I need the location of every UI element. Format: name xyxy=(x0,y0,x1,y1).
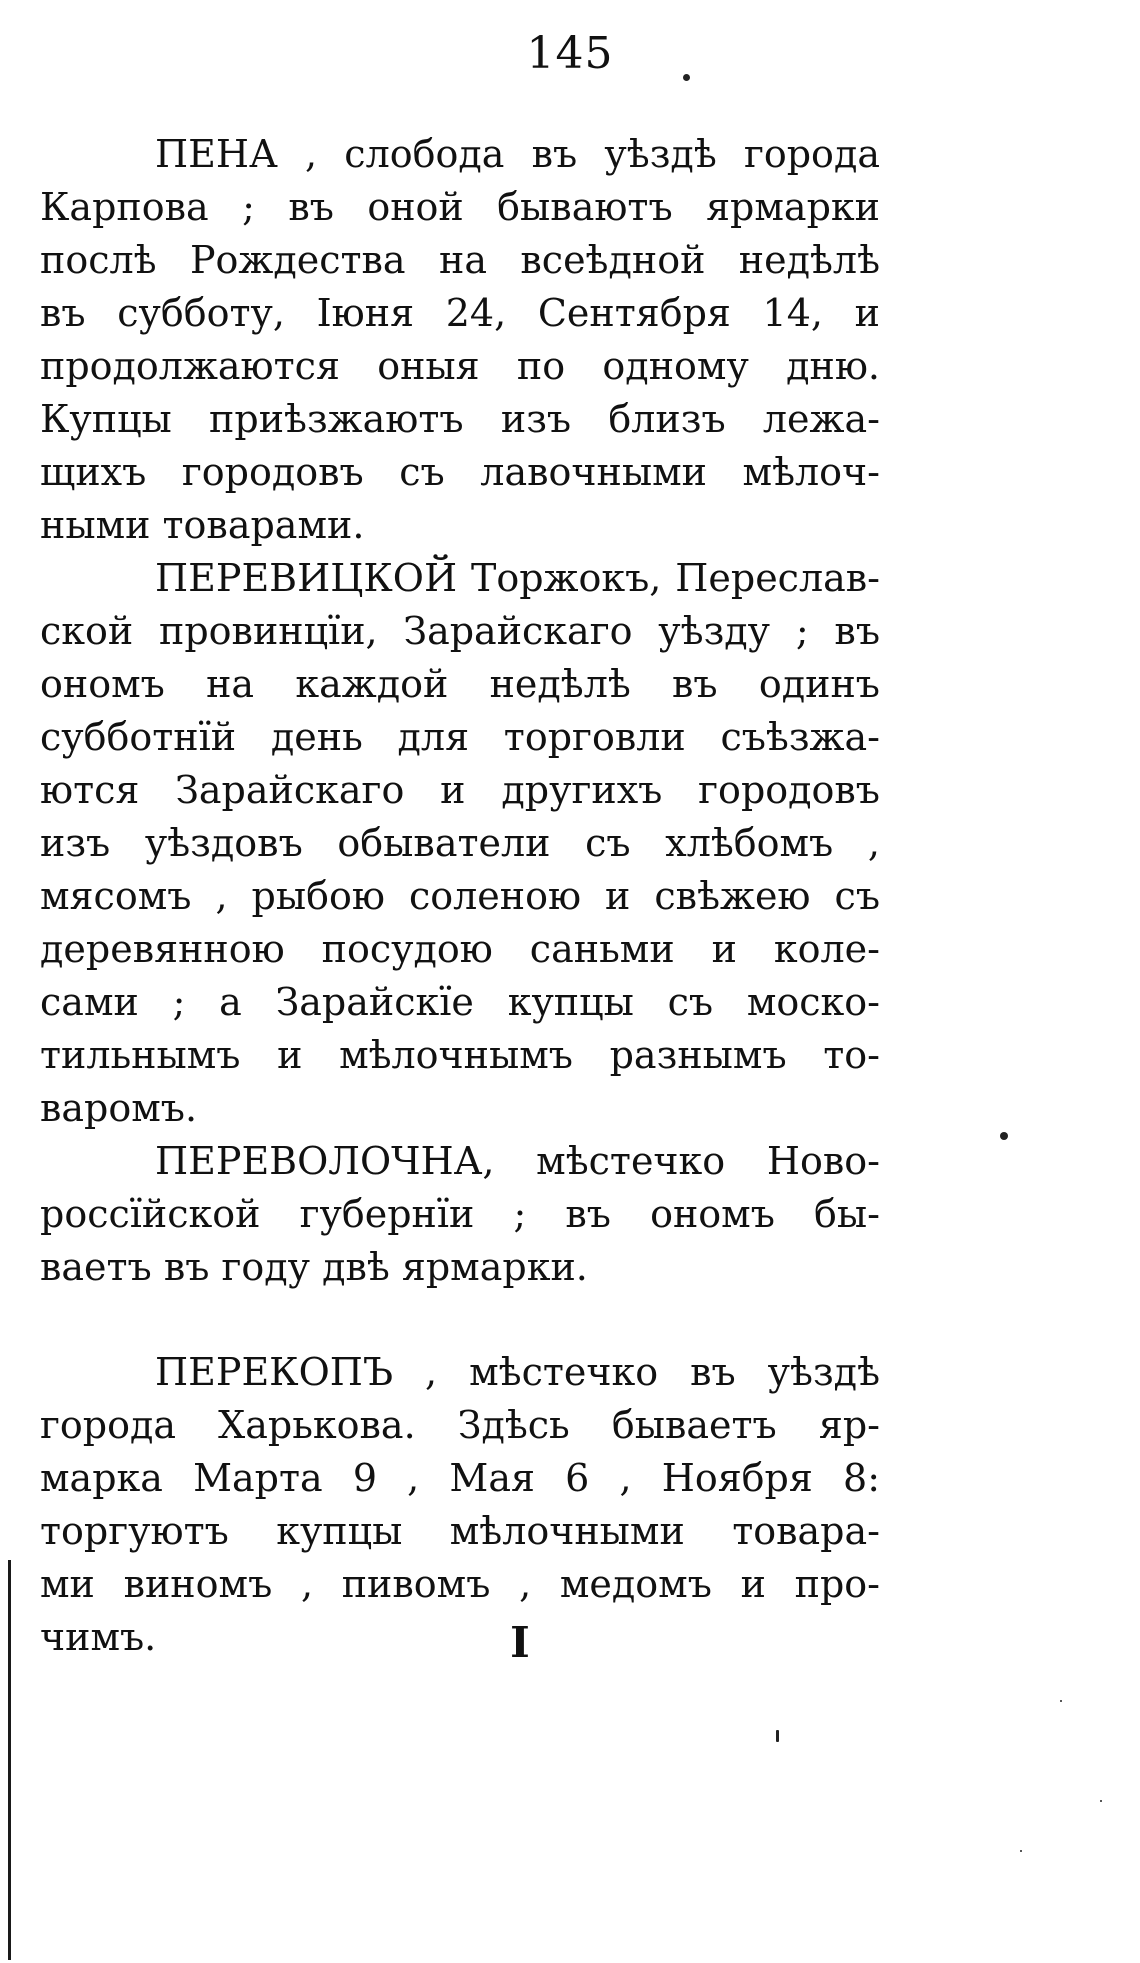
text-line: Карпова ; въ оной бываютъ ярмарки xyxy=(40,185,880,229)
text-line: россїйской губернїи ; въ ономъ бы- xyxy=(40,1192,880,1236)
entry-pena xyxy=(40,128,880,552)
catchword: I xyxy=(510,1618,530,1667)
text-line: ными товарами. xyxy=(40,503,365,547)
text-line: ПЕРЕКОПЪ , мѣстечко въ уѣздѣ xyxy=(155,1350,880,1394)
text-line: ются Зарайскаго и другихъ городовъ xyxy=(40,768,880,812)
text-line: ПЕНА , слобода въ уѣздѣ города xyxy=(155,132,880,176)
page-number: 145 xyxy=(526,28,614,79)
text-line: сами ; а Зарайскїе купцы съ моско- xyxy=(40,980,880,1024)
text-line: въ субботу, Iюня 24, Сентября 14, и xyxy=(40,291,880,335)
text-line: ми виномъ , пивомъ , медомъ и про- xyxy=(40,1562,880,1606)
text-line: мясомъ , рыбою соленою и свѣжею съ xyxy=(40,874,880,918)
print-speck xyxy=(1060,1700,1062,1702)
text-line: ской провинцїи, Зарайскаго уѣзду ; въ xyxy=(40,609,880,653)
text-line: ономъ на каждой недѣлѣ въ одинъ xyxy=(40,662,880,706)
entry-perekop xyxy=(40,1346,880,1664)
text-line: города Харькова. Здѣсь бываетъ яр- xyxy=(40,1403,880,1447)
entry-perevolochna xyxy=(40,1135,880,1294)
text-line: щихъ городовъ съ лавочными мѣлоч- xyxy=(40,450,880,494)
print-speck xyxy=(1100,1800,1102,1802)
text-line: чимъ. xyxy=(40,1615,157,1659)
text-line: Купцы приѣзжаютъ изъ близъ лежа- xyxy=(40,397,880,441)
text-line: изъ уѣздовъ обыватели съ хлѣбомъ , xyxy=(40,821,880,865)
text-line: ваетъ въ году двѣ ярмарки. xyxy=(40,1245,588,1289)
text-line: торгуютъ купцы мѣлочными товара- xyxy=(40,1509,880,1553)
print-speck xyxy=(1020,1850,1022,1852)
paragraph-gap xyxy=(40,1294,880,1346)
text-line: субботнїй день для торговли съѣзжа- xyxy=(40,715,880,759)
text-line: ПЕРЕВОЛОЧНА, мѣстечко Ново- xyxy=(155,1139,880,1183)
text-line: послѣ Рождества на всеѣдной недѣлѣ xyxy=(40,238,880,282)
print-speck xyxy=(776,1730,779,1742)
text-line: ПЕРЕВИЦКОЙ Торжокъ, Переслав- xyxy=(155,556,880,600)
print-speck xyxy=(1000,1132,1008,1140)
print-speck xyxy=(683,74,690,81)
text-line: варомъ. xyxy=(40,1086,198,1130)
text-line: продолжаются оныя по одному дню. xyxy=(40,344,880,388)
text-line: деревянною посудою саньми и коле- xyxy=(40,927,880,971)
text-line: марка Марта 9 , Мая 6 , Ноября 8: xyxy=(40,1456,880,1500)
entry-perevitskoy xyxy=(40,552,880,1135)
text-line: тильнымъ и мѣлочнымъ разнымъ то- xyxy=(40,1033,880,1077)
text-body xyxy=(40,128,880,1664)
